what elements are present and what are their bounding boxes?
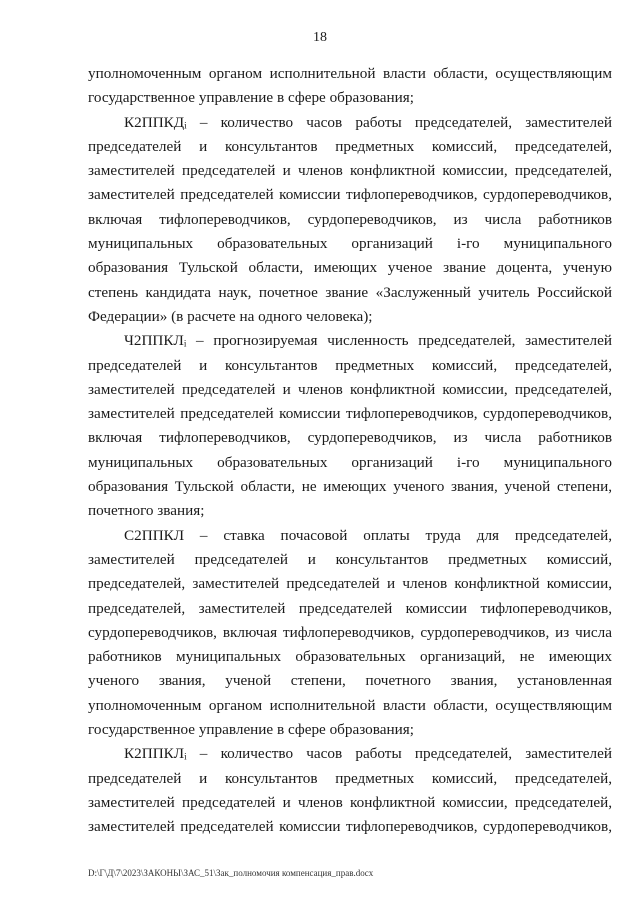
text-line: почетного звания; [88,502,205,520]
text-line: образования Тульской области, имеющих ученое звание доцента, ученую [88,259,612,277]
text-line: образования Тульской области, не имеющих ученого звания, ученой степени, [88,478,612,496]
footer-file-path: D:\Г\Д\7\2023\ЗАКОНЫ\ЗАС_51\Зак_полномочия компенсация_прав.docx [88,868,374,878]
text-line: уполномоченным органом исполнительной власти области, осуществляющим [88,65,612,82]
text-line: уполномоченным органом исполнительной власти области, осуществляющим [88,696,612,714]
text-line: заместителей председателей комиссии тифлопереводчиков, сурдопереводчиков, [88,818,612,836]
text-line: председателей, заместителей председателей комиссии тифлопереводчиков, [88,599,612,617]
text-line: председателей и консультантов предметных комиссий, председателей, [88,137,612,155]
text-line: государственное управление в сфере образования; [88,89,414,107]
text-line: Федерации» (в расчете на одного человека); [88,307,373,325]
text-line: председателей и консультантов предметных комиссий, председателей, [88,769,612,787]
text-line: председателей и консультантов предметных комиссий, председателей, [88,356,612,374]
text-line: заместителей председателей и консультантов предметных комиссий, [88,550,612,568]
text-line: муниципальных образовательных организаций i-го муниципального [88,453,612,471]
text-line: председателей, заместителей председателей и членов конфликтной комиссии, [88,575,612,593]
text-line: заместителей председателей комиссии тифлопереводчиков, сурдопереводчиков, [88,186,612,204]
text-line: ученого звания, ученой степени, почетного звания, установленная [88,672,612,690]
text-line: заместителей председателей и членов конфликтной комиссии, председателей, [88,793,612,811]
text-line: государственное управление в сфере образования; [88,721,414,739]
text-line: работников муниципальных образовательных организаций, не имеющих [88,648,612,666]
text-line: заместителей председателей и членов конфликтной комиссии, председателей, [88,380,612,398]
text-line: включая тифлопереводчиков, сурдопереводчиков, из числа работников [88,429,612,447]
text-line: К2ППКЛᵢ – количество часов работы председателей, заместителей [124,745,612,763]
text-line: степень кандидата наук, почетное звание «Заслуженный учитель Российской [88,283,612,301]
page-number: 18 [313,30,327,45]
text-line: заместителей председателей и членов конфликтной комиссии, председателей, [88,162,612,180]
text-line: сурдопереводчиков, включая тифлопереводчиков, сурдопереводчиков, из числа [88,623,612,641]
text-line: включая тифлопереводчиков, сурдопереводчиков, из числа работников [88,210,612,228]
document-body [88,62,612,840]
text-line: заместителей председателей комиссии тифлопереводчиков, сурдопереводчиков, [88,405,612,423]
text-line: К2ППКДᵢ – количество часов работы председателей, заместителей [124,113,612,131]
text-line: Ч2ППКЛᵢ – прогнозируемая численность председателей, заместителей [124,332,612,350]
text-line: С2ППКЛ – ставка почасовой оплаты труда для председателей, [124,526,612,544]
text-line: муниципальных образовательных организаций i-го муниципального [88,235,612,253]
